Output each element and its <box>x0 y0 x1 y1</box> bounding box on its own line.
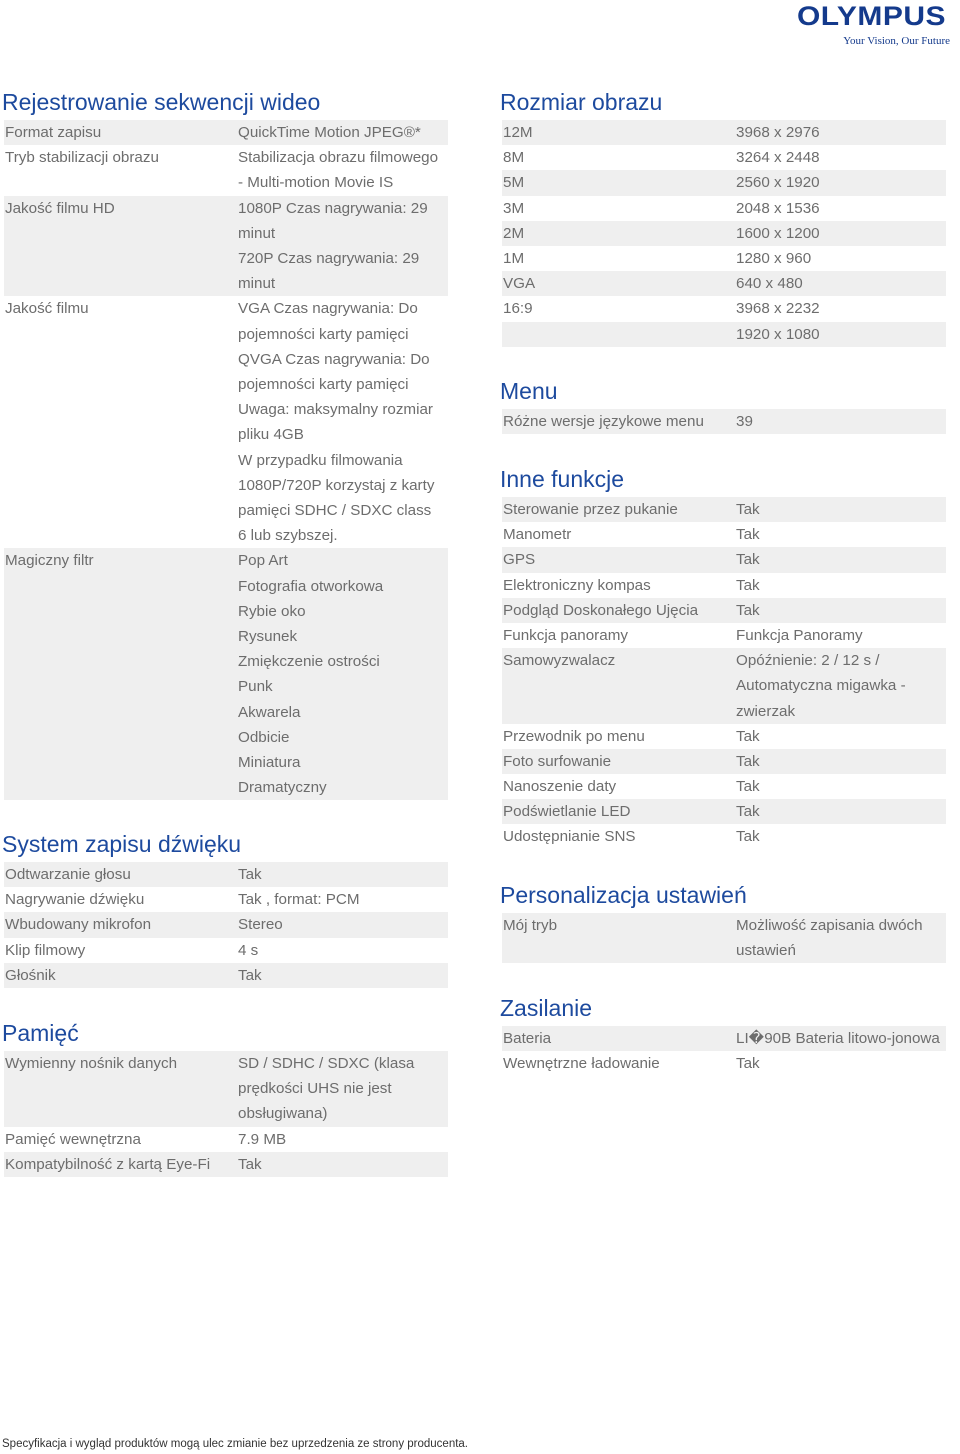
spec-value-line: 720P Czas nagrywania: 29 <box>238 249 420 267</box>
spec-value <box>736 799 948 824</box>
spec-row <box>502 120 946 145</box>
spec-row <box>502 913 946 963</box>
spec-value <box>736 749 948 774</box>
spec-label: Różne wersje językowe menu <box>503 413 704 430</box>
spec-row <box>502 170 946 195</box>
spec-row <box>4 145 448 195</box>
spec-value-line: 3968 x 2976 <box>736 124 820 141</box>
section-title: Rejestrowanie sekwencji wideo <box>2 89 321 115</box>
spec-value-line: Miniatura <box>238 754 301 771</box>
spec-table <box>4 120 448 800</box>
spec-value-line: Tak <box>736 526 760 544</box>
spec-label: 16:9 <box>503 300 533 318</box>
spec-value-line: 6 lub szybszej. <box>238 527 338 545</box>
spec-label: 1M <box>503 249 525 267</box>
spec-label: Samowyzwalacz <box>503 652 616 670</box>
section-title: Zasilanie <box>500 995 593 1021</box>
spec-value-line: Uwaga: maksymalny rozmiar <box>238 401 433 419</box>
spec-row <box>4 1152 448 1177</box>
spec-value-line: Tak <box>736 752 760 770</box>
spec-value <box>736 623 948 648</box>
spec-value-line: pliku 4GB <box>238 426 304 444</box>
spec-table <box>502 1026 946 1076</box>
spec-value <box>238 120 450 145</box>
spec-value <box>238 938 450 963</box>
spec-value <box>736 120 948 145</box>
spec-value-line: Fotografia otworkowa <box>238 577 384 595</box>
spec-value <box>736 598 948 623</box>
spec-value <box>238 887 450 912</box>
spec-label: Przewodnik po menu <box>503 727 645 745</box>
spec-label: Tryb stabilizacji obrazu <box>5 149 159 167</box>
spec-label: Manometr <box>503 526 572 544</box>
spec-row <box>502 623 946 648</box>
spec-value-line: Tak <box>238 966 262 984</box>
spec-value-line: pojemności karty pamięci <box>238 325 409 343</box>
spec-value <box>736 497 948 522</box>
spec-value <box>736 913 948 963</box>
spec-row <box>502 409 946 434</box>
spec-label: Nagrywanie dźwięku <box>5 891 145 909</box>
spec-row <box>502 246 946 271</box>
spec-value-line: Pop Art <box>238 552 288 570</box>
spec-value <box>736 824 948 849</box>
spec-row <box>4 1127 448 1152</box>
spec-value-line: Tak <box>736 601 760 619</box>
spec-value-line: 2560 x 1920 <box>736 174 820 192</box>
section-title: Inne funkcje <box>500 466 625 492</box>
spec-value-line: Tak <box>238 866 262 883</box>
spec-value-line: ustawień <box>736 942 796 960</box>
spec-value <box>736 648 948 724</box>
spec-value-line: 1080P/720P korzystaj z karty <box>238 476 435 494</box>
spec-value <box>736 170 948 195</box>
spec-row <box>502 648 946 724</box>
spec-value-line: Dramatyczny <box>238 779 327 797</box>
spec-value-line: VGA Czas nagrywania: Do <box>238 300 418 318</box>
olympus-logo <box>789 2 954 47</box>
spec-value <box>736 573 948 598</box>
spec-value-line: Odbicie <box>238 728 290 746</box>
spec-value-line: 7.9 MB <box>238 1130 287 1148</box>
spec-value-line: Rysunek <box>238 627 298 645</box>
spec-value <box>736 1026 948 1051</box>
spec-value-line: prędkości UHS nie jest <box>238 1080 392 1098</box>
spec-value <box>238 1127 450 1152</box>
spec-row <box>502 1026 946 1051</box>
spec-row <box>4 196 448 297</box>
spec-label: 12M <box>503 124 533 141</box>
spec-label: Jakość filmu HD <box>5 199 115 217</box>
spec-value-line: Rybie oko <box>238 602 306 620</box>
spec-row <box>4 887 448 912</box>
spec-value <box>736 724 948 749</box>
spec-value <box>736 145 948 170</box>
spec-value-line: 3968 x 2232 <box>736 300 820 318</box>
spec-value-line: 39 <box>736 413 753 430</box>
spec-label: 5M <box>503 174 525 192</box>
spec-value-line: SD / SDHC / SDXC (klasa <box>238 1055 415 1072</box>
spec-label: Funkcja panoramy <box>503 626 628 644</box>
section-title: System zapisu dźwięku <box>2 831 242 857</box>
brand-name: OLYMPUS <box>796 1 947 32</box>
spec-row <box>502 271 946 296</box>
spec-table <box>502 120 946 347</box>
spec-value-line: Stabilizacja obrazu filmowego <box>238 149 439 167</box>
spec-value-line: minut <box>238 224 276 242</box>
spec-row <box>502 196 946 221</box>
spec-label: 2M <box>503 224 525 242</box>
spec-table <box>502 497 946 850</box>
spec-value-line: pojemności karty pamięci <box>238 375 409 393</box>
spec-label: Wymienny nośnik danych <box>5 1055 178 1072</box>
spec-value <box>736 522 948 547</box>
spec-row <box>502 221 946 246</box>
spec-value <box>238 196 450 297</box>
spec-row <box>502 799 946 824</box>
spec-value-line: Punk <box>238 678 273 696</box>
spec-value <box>238 296 450 548</box>
spec-row <box>502 724 946 749</box>
spec-value-line: Opóźnienie: 2 / 12 s / <box>736 652 880 670</box>
spec-row <box>502 573 946 598</box>
spec-table <box>4 862 448 988</box>
spec-value-line: - Multi-motion Movie IS <box>238 174 394 192</box>
spec-value-line: Tak <box>736 803 760 821</box>
spec-label: Wewnętrzne ładowanie <box>503 1055 660 1073</box>
spec-table <box>4 1051 448 1177</box>
spec-label: Wbudowany mikrofon <box>5 916 152 934</box>
spec-value-line: zwierzak <box>736 702 796 720</box>
spec-value-line: Tak <box>238 1155 262 1173</box>
spec-row <box>502 145 946 170</box>
spec-label: GPS <box>503 551 536 569</box>
spec-value <box>238 1152 450 1177</box>
spec-value-line: Automatyczna migawka - <box>736 677 906 695</box>
spec-label: Bateria <box>503 1030 552 1047</box>
spec-label: Kompatybilność z kartą Eye-Fi <box>5 1155 211 1173</box>
spec-row <box>502 296 946 321</box>
spec-value-line: LI�90B Bateria litowo-jonowa <box>736 1030 940 1047</box>
spec-value <box>238 963 450 988</box>
spec-row <box>4 548 448 800</box>
spec-value <box>238 862 450 887</box>
spec-row <box>4 1051 448 1127</box>
section-title: Menu <box>500 378 558 404</box>
spec-label: Podgląd Doskonałego Ujęcia <box>503 601 699 619</box>
spec-row <box>502 749 946 774</box>
spec-value <box>736 774 948 799</box>
spec-label: Format zapisu <box>5 124 102 141</box>
spec-value <box>238 548 450 800</box>
spec-value <box>736 322 948 347</box>
spec-label: Nanoszenie daty <box>503 778 617 796</box>
spec-value-line: QuickTime Motion JPEG®* <box>238 124 421 141</box>
spec-value <box>736 246 948 271</box>
spec-row <box>4 120 448 145</box>
spec-label: Udostępnianie SNS <box>503 828 636 846</box>
spec-value <box>736 1051 948 1076</box>
spec-row <box>502 322 946 347</box>
spec-value-line: Funkcja Panoramy <box>736 626 863 644</box>
spec-row <box>4 296 448 548</box>
spec-value-line: Stereo <box>238 916 283 934</box>
spec-value-line: obsługiwana) <box>238 1105 328 1123</box>
spec-value-line: Tak <box>736 576 760 594</box>
spec-value <box>736 296 948 321</box>
spec-row <box>4 963 448 988</box>
spec-value <box>736 221 948 246</box>
spec-value-line: Akwarela <box>238 703 301 721</box>
spec-label: Klip filmowy <box>5 941 86 959</box>
spec-row <box>502 1051 946 1076</box>
spec-value-line: Zmiękczenie ostrości <box>238 653 380 671</box>
spec-value-line: minut <box>238 275 276 293</box>
spec-value-line: 1600 x 1200 <box>736 224 820 242</box>
spec-value-line: pamięci SDHC / SDXC class <box>238 502 432 519</box>
spec-label: Sterowanie przez pukanie <box>503 501 678 518</box>
spec-label: Odtwarzanie głosu <box>5 866 131 883</box>
spec-value-line: Tak <box>736 1055 760 1073</box>
spec-value-line: Tak <box>736 828 760 846</box>
spec-row <box>502 522 946 547</box>
spec-value <box>736 409 948 434</box>
spec-value-line: Tak , format: PCM <box>238 891 360 909</box>
spec-table <box>502 409 946 434</box>
spec-value <box>736 271 948 296</box>
section-title: Pamięć <box>2 1020 79 1046</box>
spec-row <box>4 862 448 887</box>
spec-label: VGA <box>503 275 536 293</box>
spec-label: Magiczny filtr <box>5 552 94 570</box>
spec-table <box>502 913 946 963</box>
spec-value-line: 640 x 480 <box>736 275 803 293</box>
spec-row <box>502 547 946 572</box>
section-title: Personalizacja ustawień <box>500 882 747 908</box>
spec-label: Głośnik <box>5 966 56 984</box>
spec-label: Foto surfowanie <box>503 752 612 770</box>
spec-label: Mój tryb <box>503 917 558 934</box>
spec-row <box>502 824 946 849</box>
footer-disclaimer: Specyfikacja i wygląd produktów mogą ulec zmianie bez uprzedzenia ze strony producenta. <box>2 1438 469 1450</box>
spec-row <box>4 912 448 937</box>
spec-value <box>736 196 948 221</box>
spec-row <box>502 497 946 522</box>
spec-label: Elektroniczny kompas <box>503 576 651 594</box>
spec-row <box>502 774 946 799</box>
brand-tagline: Your Vision, Our Future <box>843 35 950 47</box>
spec-label: Pamięć wewnętrzna <box>5 1130 141 1148</box>
spec-value-line: Tak <box>736 778 760 796</box>
spec-value-line: Tak <box>736 501 760 518</box>
spec-row <box>502 598 946 623</box>
spec-value-line: W przypadku filmowania <box>238 451 403 469</box>
spec-value <box>736 547 948 572</box>
spec-label: 3M <box>503 199 525 217</box>
spec-value-line: QVGA Czas nagrywania: Do <box>238 350 430 368</box>
spec-value <box>238 1051 450 1127</box>
spec-value-line: 1080P Czas nagrywania: 29 <box>238 199 428 217</box>
spec-row <box>4 938 448 963</box>
spec-value-line: Tak <box>736 551 760 569</box>
spec-value-line: 2048 x 1536 <box>736 199 820 217</box>
section-title: Rozmiar obrazu <box>500 89 663 115</box>
spec-value-line: 1920 x 1080 <box>736 325 820 343</box>
spec-label: Podświetlanie LED <box>503 803 631 821</box>
spec-value-line: Możliwość zapisania dwóch <box>736 917 923 934</box>
spec-value <box>238 145 450 195</box>
spec-value <box>238 912 450 937</box>
spec-value-line: 3264 x 2448 <box>736 149 820 167</box>
spec-value-line: Tak <box>736 727 760 745</box>
spec-value-line: 4 s <box>238 941 259 959</box>
spec-value-line: 1280 x 960 <box>736 249 812 267</box>
spec-label: Jakość filmu <box>5 300 89 318</box>
spec-label: 8M <box>503 149 525 167</box>
